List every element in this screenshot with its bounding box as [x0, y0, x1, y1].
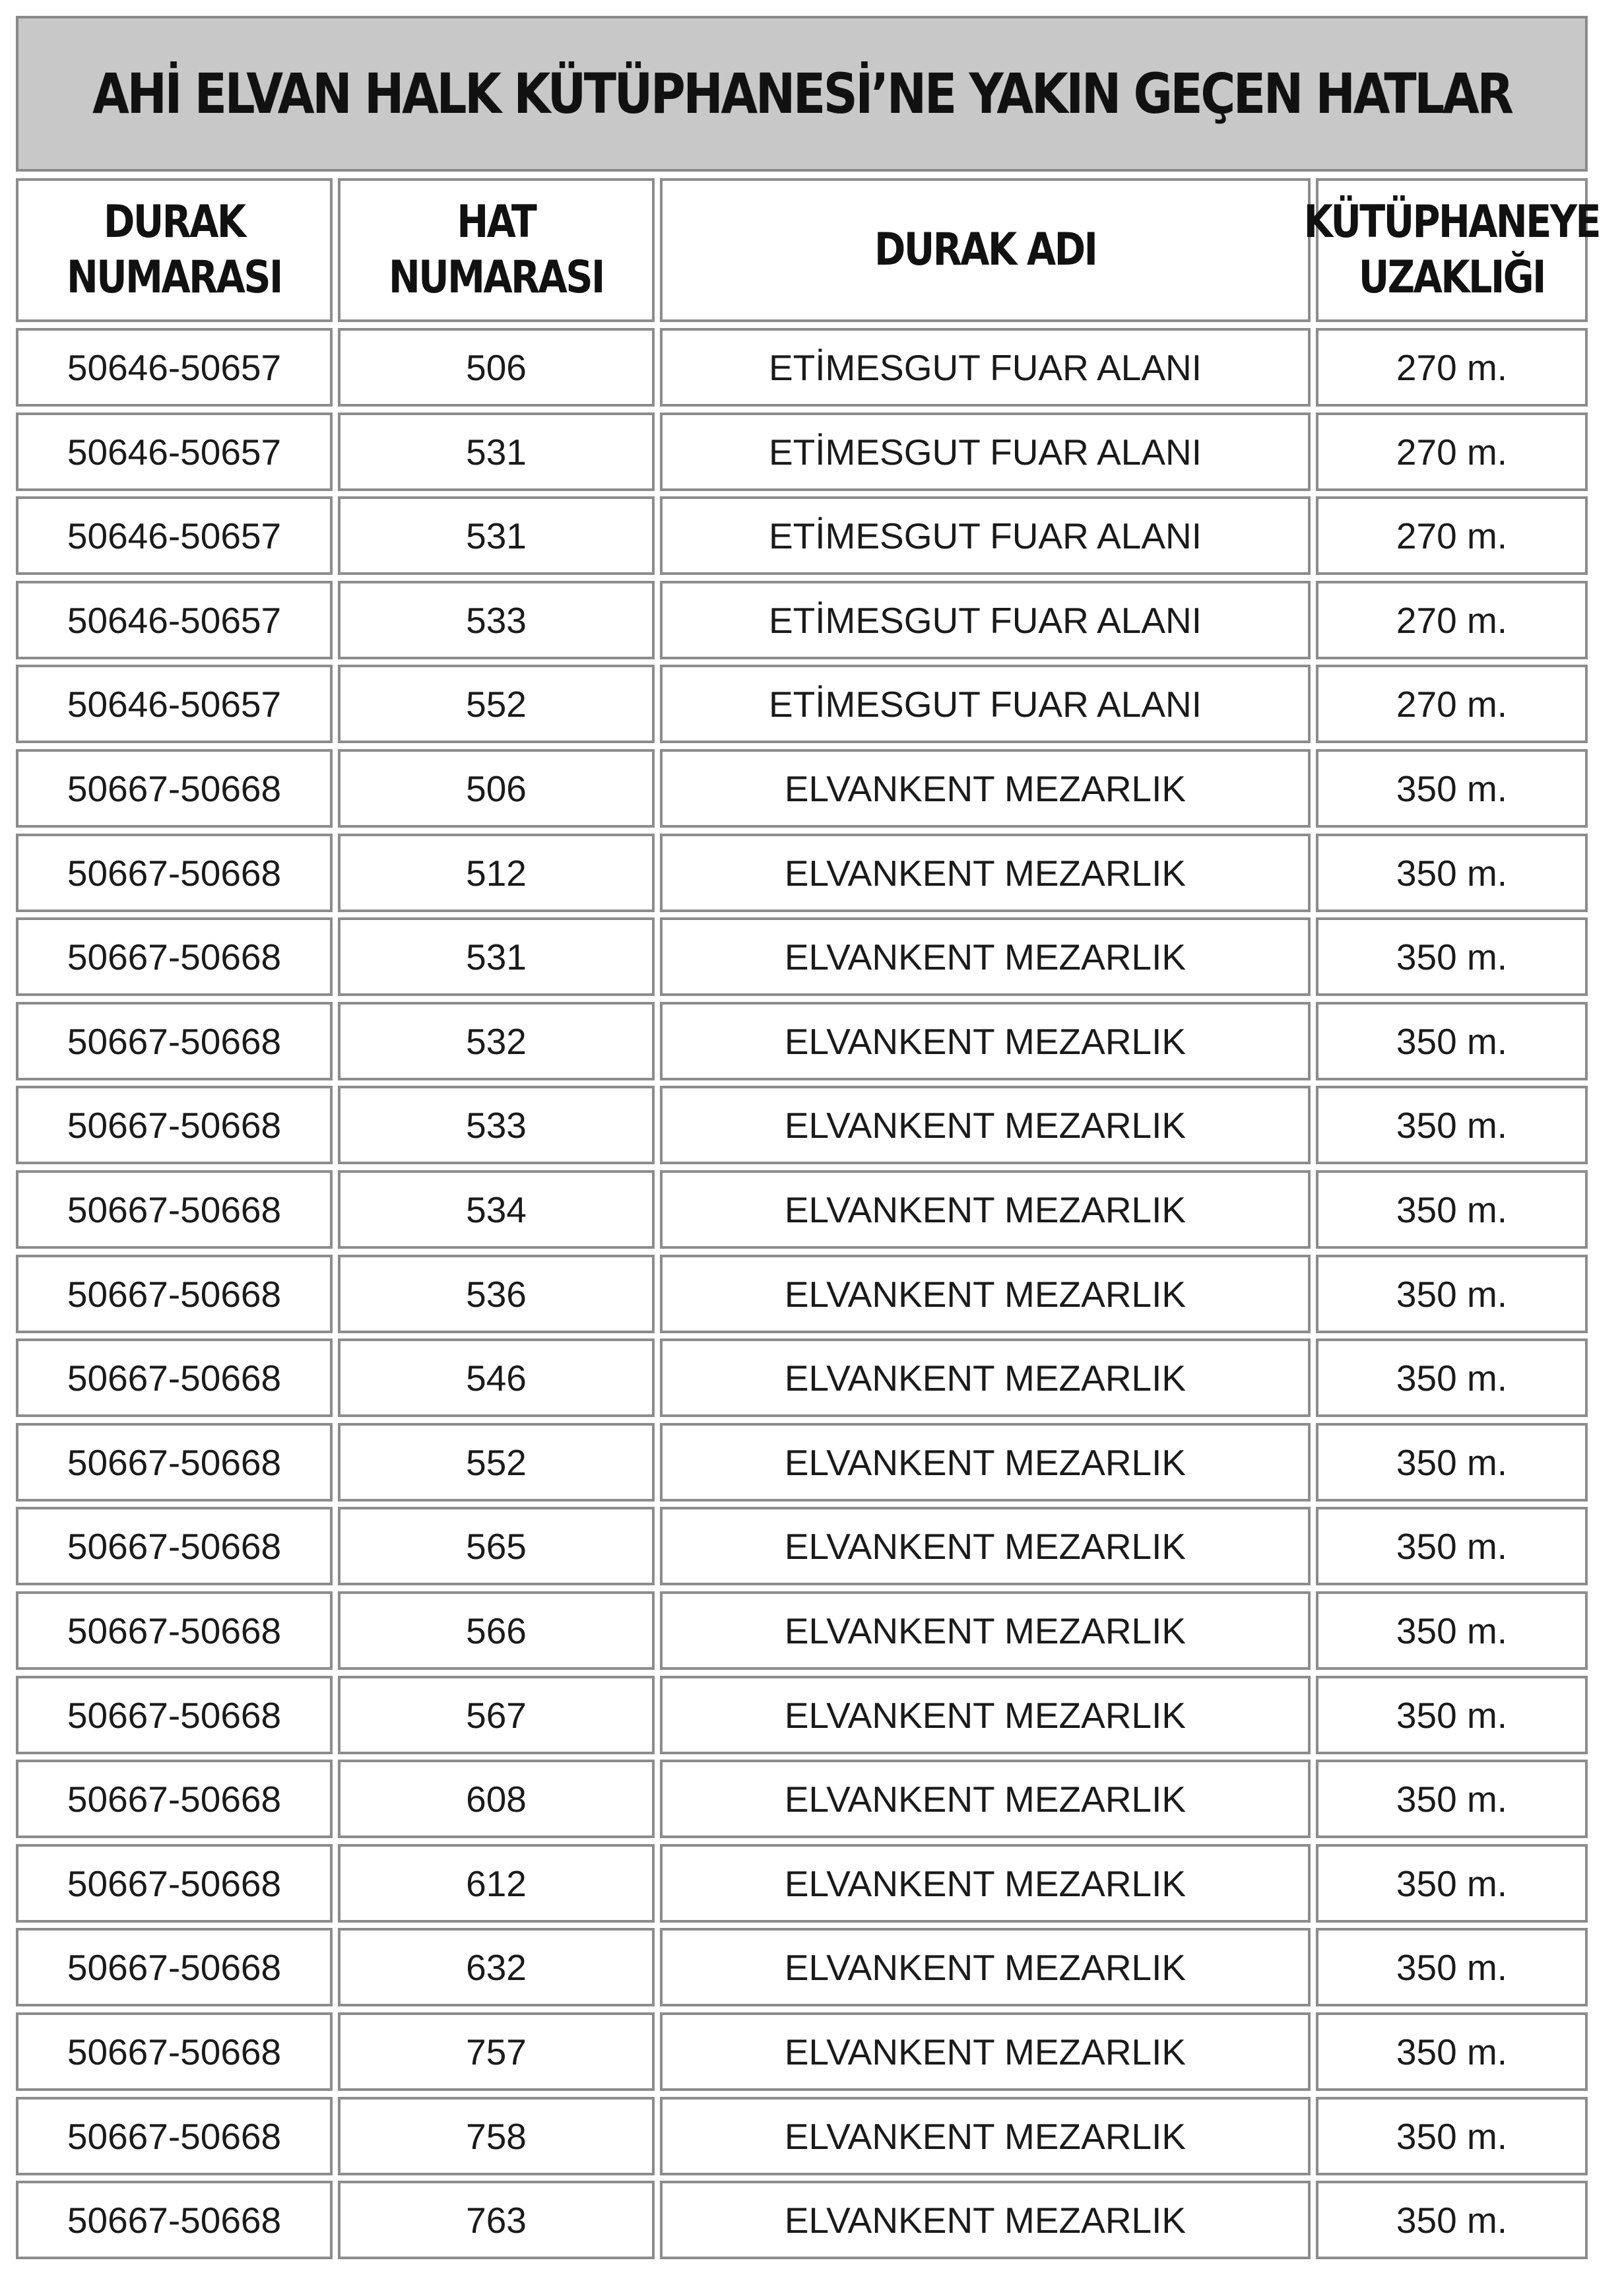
distance-cell: 270 m.	[1316, 496, 1588, 575]
stop-name-cell: ELVANKENT MEZARLIK	[660, 917, 1311, 996]
title-banner	[16, 16, 1588, 172]
header-label: DURAK ADI	[874, 224, 1097, 276]
line-number-cell: 534	[338, 1170, 655, 1249]
stop-name-cell: ETİMESGUT FUAR ALANI	[660, 581, 1311, 659]
distance-cell: 270 m.	[1316, 665, 1588, 743]
line-number-cell: 506	[338, 328, 655, 407]
stop-number-cell: 50667-50668	[16, 917, 333, 996]
line-number-cell: 567	[338, 1676, 655, 1754]
stop-name-cell: ELVANKENT MEZARLIK	[660, 1002, 1311, 1080]
line-number-cell: 533	[338, 581, 655, 659]
line-number-cell: 608	[338, 1760, 655, 1838]
header-label: KÜTÜPHANEYE UZAKLIĞI	[1303, 196, 1600, 304]
line-number-cell: 757	[338, 2012, 655, 2091]
stop-number-cell: 50667-50668	[16, 1760, 333, 1838]
distance-cell: 350 m.	[1316, 1760, 1588, 1838]
header-label: DURAK NUMARASI	[67, 196, 282, 304]
line-number-cell: 536	[338, 1255, 655, 1333]
distance-cell: 350 m.	[1316, 1255, 1588, 1333]
stop-name-cell: ELVANKENT MEZARLIK	[660, 1928, 1311, 2006]
stop-name-cell: ELVANKENT MEZARLIK	[660, 2012, 1311, 2091]
stop-name-cell: ELVANKENT MEZARLIK	[660, 1423, 1311, 1502]
stop-number-cell: 50667-50668	[16, 1507, 333, 1585]
stop-number-cell: 50667-50668	[16, 1086, 333, 1164]
stop-name-cell: ETİMESGUT FUAR ALANI	[660, 665, 1311, 743]
stop-number-cell: 50667-50668	[16, 1339, 333, 1417]
stop-name-cell: ELVANKENT MEZARLIK	[660, 1507, 1311, 1585]
stop-number-cell: 50667-50668	[16, 1844, 333, 1923]
page-title: AHİ ELVAN HALK KÜTÜPHANESİ’NE YAKIN GEÇEN HATLAR	[92, 61, 1512, 126]
line-number-cell: 763	[338, 2181, 655, 2259]
header-stop-name	[660, 178, 1311, 322]
stop-name-cell: ELVANKENT MEZARLIK	[660, 749, 1311, 828]
distance-cell: 350 m.	[1316, 1591, 1588, 1670]
distance-cell: 350 m.	[1316, 2097, 1588, 2175]
distance-cell: 350 m.	[1316, 1170, 1588, 1249]
line-number-cell: 758	[338, 2097, 655, 2175]
line-number-cell: 531	[338, 496, 655, 575]
distance-cell: 350 m.	[1316, 1676, 1588, 1754]
distance-cell: 350 m.	[1316, 1928, 1588, 2006]
line-number-cell: 552	[338, 665, 655, 743]
stop-number-cell: 50667-50668	[16, 1255, 333, 1333]
line-number-cell: 512	[338, 834, 655, 912]
stop-number-cell: 50646-50657	[16, 581, 333, 659]
stop-number-cell: 50646-50657	[16, 665, 333, 743]
stop-name-cell: ELVANKENT MEZARLIK	[660, 1086, 1311, 1164]
header-stop-number	[16, 178, 333, 322]
stop-number-cell: 50667-50668	[16, 834, 333, 912]
line-number-cell: 506	[338, 749, 655, 828]
stop-name-cell: ELVANKENT MEZARLIK	[660, 1591, 1311, 1670]
stop-name-cell: ETİMESGUT FUAR ALANI	[660, 496, 1311, 575]
distance-cell: 350 m.	[1316, 834, 1588, 912]
stop-number-cell: 50667-50668	[16, 2097, 333, 2175]
distance-cell: 350 m.	[1316, 2012, 1588, 2091]
stop-number-cell: 50667-50668	[16, 1170, 333, 1249]
stop-number-cell: 50646-50657	[16, 413, 333, 491]
distance-cell: 350 m.	[1316, 1002, 1588, 1080]
stop-number-cell: 50646-50657	[16, 496, 333, 575]
header-distance	[1303, 178, 1600, 322]
stop-number-cell: 50667-50668	[16, 1002, 333, 1080]
line-number-cell: 565	[338, 1507, 655, 1585]
stop-number-cell: 50646-50657	[16, 328, 333, 407]
distance-cell: 350 m.	[1316, 1086, 1588, 1164]
line-number-cell: 531	[338, 413, 655, 491]
line-number-cell: 532	[338, 1002, 655, 1080]
stop-number-cell: 50667-50668	[16, 749, 333, 828]
stop-name-cell: ELVANKENT MEZARLIK	[660, 1760, 1311, 1838]
distance-cell: 350 m.	[1316, 1507, 1588, 1585]
stop-name-cell: ETİMESGUT FUAR ALANI	[660, 413, 1311, 491]
stop-number-cell: 50667-50668	[16, 1928, 333, 2006]
distance-cell: 270 m.	[1316, 328, 1588, 407]
header-line-number	[338, 178, 655, 322]
stop-number-cell: 50667-50668	[16, 1423, 333, 1502]
stop-name-cell: ETİMESGUT FUAR ALANI	[660, 328, 1311, 407]
stop-number-cell: 50667-50668	[16, 2012, 333, 2091]
distance-cell: 270 m.	[1316, 413, 1588, 491]
stop-name-cell: ELVANKENT MEZARLIK	[660, 2097, 1311, 2175]
stop-name-cell: ELVANKENT MEZARLIK	[660, 1676, 1311, 1754]
line-number-cell: 552	[338, 1423, 655, 1502]
header-label: HAT NUMARASI	[389, 196, 604, 304]
stop-number-cell: 50667-50668	[16, 1591, 333, 1670]
line-number-cell: 632	[338, 1928, 655, 2006]
stop-name-cell: ELVANKENT MEZARLIK	[660, 1339, 1311, 1417]
stop-name-cell: ELVANKENT MEZARLIK	[660, 1844, 1311, 1923]
stop-name-cell: ELVANKENT MEZARLIK	[660, 1170, 1311, 1249]
distance-cell: 350 m.	[1316, 917, 1588, 996]
distance-cell: 350 m.	[1316, 1339, 1588, 1417]
distance-cell: 350 m.	[1316, 749, 1588, 828]
stop-number-cell: 50667-50668	[16, 2181, 333, 2259]
distance-cell: 270 m.	[1316, 581, 1588, 659]
line-number-cell: 533	[338, 1086, 655, 1164]
line-number-cell: 566	[338, 1591, 655, 1670]
stop-name-cell: ELVANKENT MEZARLIK	[660, 2181, 1311, 2259]
distance-cell: 350 m.	[1316, 1844, 1588, 1923]
stop-number-cell: 50667-50668	[16, 1676, 333, 1754]
stop-name-cell: ELVANKENT MEZARLIK	[660, 834, 1311, 912]
line-number-cell: 531	[338, 917, 655, 996]
line-number-cell: 612	[338, 1844, 655, 1923]
distance-cell: 350 m.	[1316, 2181, 1588, 2259]
line-number-cell: 546	[338, 1339, 655, 1417]
stop-name-cell: ELVANKENT MEZARLIK	[660, 1255, 1311, 1333]
distance-cell: 350 m.	[1316, 1423, 1588, 1502]
